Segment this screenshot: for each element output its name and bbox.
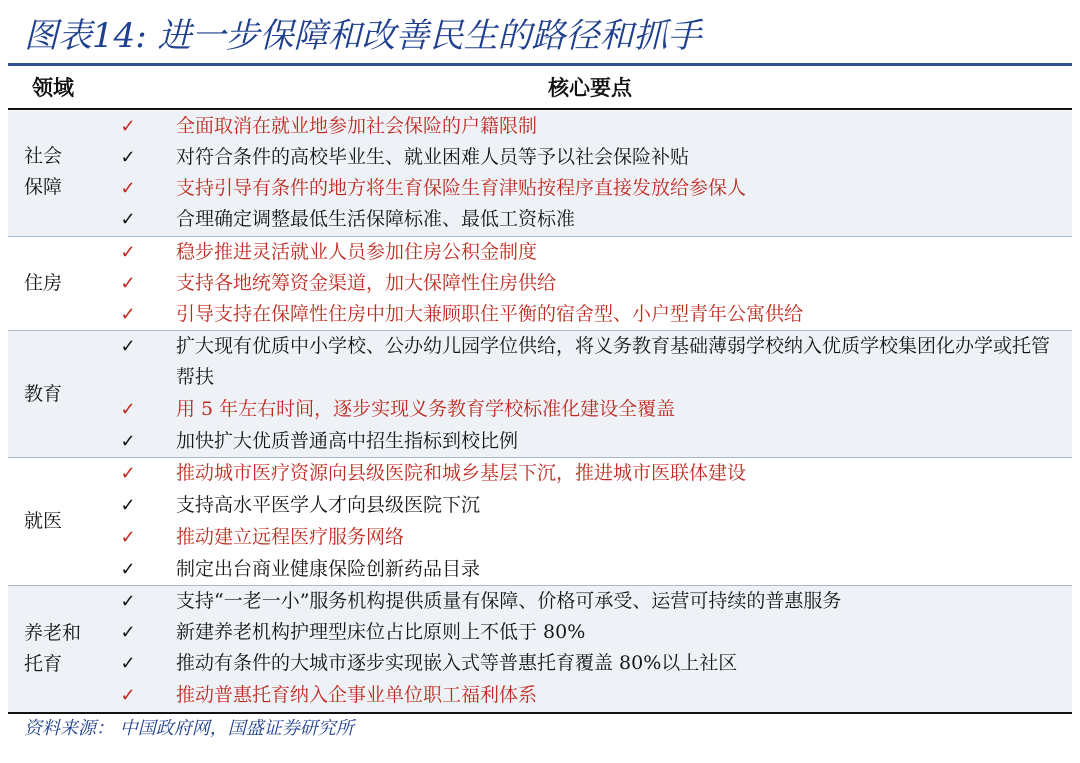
point-text: 推动有条件的大城市逐步实现嵌入式等普惠托育覆盖 80%以上社区 — [176, 652, 738, 674]
table-row — [8, 268, 1072, 299]
point-text: 新建养老机构护理型床位占比原则上不低于 80% — [176, 621, 586, 643]
check-icon: ✓ — [120, 653, 136, 674]
point-text: 用 5 年左右时间，逐步实现义务教育学校标准化建设全覆盖 — [176, 398, 676, 420]
table-row — [8, 394, 1072, 425]
point-text: 支持各地统筹资金渠道，加大保障性住房供给 — [176, 272, 557, 294]
domain-label: 教育 — [24, 383, 63, 405]
bottom-rule — [8, 712, 1072, 714]
title-rule — [8, 63, 1072, 66]
section — [8, 236, 1072, 331]
check-icon: ✓ — [120, 304, 136, 325]
check-icon: ✓ — [120, 495, 136, 516]
point-text: 支持引导有条件的地方将生育保险生育津贴按程序直接发放给参保人 — [176, 177, 747, 199]
point-text: 加快扩大优质普通高中招生指标到校比例 — [176, 430, 519, 452]
point-text: 推动普惠托育纳入企事业单位职工福利体系 — [176, 684, 538, 706]
table-row — [8, 554, 1072, 585]
table-row — [8, 173, 1072, 204]
table-row — [8, 680, 1072, 711]
domain-label: 住房 — [24, 272, 63, 294]
point-text: 引导支持在保障性住房中加大兼顾职住平衡的宿舍型、小户型青年公寓供给 — [176, 303, 804, 325]
table-row — [8, 299, 1072, 330]
point-text: 稳步推进灵活就业人员参加住房公积金制度 — [176, 241, 538, 263]
check-icon: ✓ — [120, 336, 136, 357]
point-text: 对符合条件的高校毕业生、就业困难人员等予以社会保险补贴 — [176, 146, 690, 168]
figure-title: 图表14: 进一步保障和改善民生的路径和抓手 — [24, 16, 702, 56]
table-row — [8, 204, 1072, 235]
check-icon: ✓ — [120, 116, 136, 137]
check-icon: ✓ — [120, 273, 136, 294]
point-text: 支持高水平医学人才向县级医院下沉 — [176, 494, 481, 516]
section — [8, 457, 1072, 586]
point-text: 扩大现有优质中小学校、公办幼儿园学位供给，将义务教育基础薄弱学校纳入优质学校集团化办学或托管帮扶 — [176, 335, 1051, 388]
check-icon: ✓ — [120, 685, 136, 706]
source-note: 资料来源： 中国政府网，国盛证券研究所 — [24, 718, 354, 739]
check-icon: ✓ — [120, 431, 136, 452]
table-row — [8, 490, 1072, 521]
domain-label: 就医 — [24, 510, 63, 532]
table-header — [8, 68, 1072, 108]
point-text: 制定出台商业健康保险创新药品目录 — [176, 558, 481, 580]
check-icon: ✓ — [120, 622, 136, 643]
check-icon: ✓ — [120, 527, 136, 548]
domain-label: 社会 保障 — [24, 145, 63, 198]
table-row — [8, 522, 1072, 553]
table-row — [8, 617, 1072, 648]
section — [8, 111, 1072, 236]
table-row — [8, 237, 1072, 268]
check-icon: ✓ — [120, 242, 136, 263]
table-row — [8, 586, 1072, 617]
point-text: 合理确定调整最低生活保障标准、最低工资标准 — [176, 208, 576, 230]
check-icon: ✓ — [120, 591, 136, 612]
section — [8, 330, 1072, 458]
table-row — [8, 426, 1072, 457]
point-text: 推动建立远程医疗服务网络 — [176, 526, 405, 548]
header-domain: 领域 — [32, 75, 74, 100]
section — [8, 585, 1072, 712]
table-row — [8, 648, 1072, 679]
table-row — [8, 458, 1072, 489]
point-text: 推动城市医疗资源向县级医院和城乡基层下沉，推进城市医联体建设 — [176, 462, 747, 484]
point-text: 全面取消在就业地参加社会保险的户籍限制 — [176, 115, 538, 137]
check-icon: ✓ — [120, 399, 136, 420]
table-row — [8, 111, 1072, 142]
check-icon: ✓ — [120, 209, 136, 230]
table-row — [8, 331, 1072, 393]
check-icon: ✓ — [120, 178, 136, 199]
check-icon: ✓ — [120, 559, 136, 580]
check-icon: ✓ — [120, 147, 136, 168]
check-icon: ✓ — [120, 463, 136, 484]
header-points: 核心要点 — [548, 75, 632, 100]
point-text: 支持“一老一小”服务机构提供质量有保障、价格可承受、运营可持续的普惠服务 — [176, 590, 842, 612]
header-rule — [8, 108, 1072, 110]
table-row — [8, 142, 1072, 173]
domain-label: 养老和 托育 — [24, 622, 82, 675]
